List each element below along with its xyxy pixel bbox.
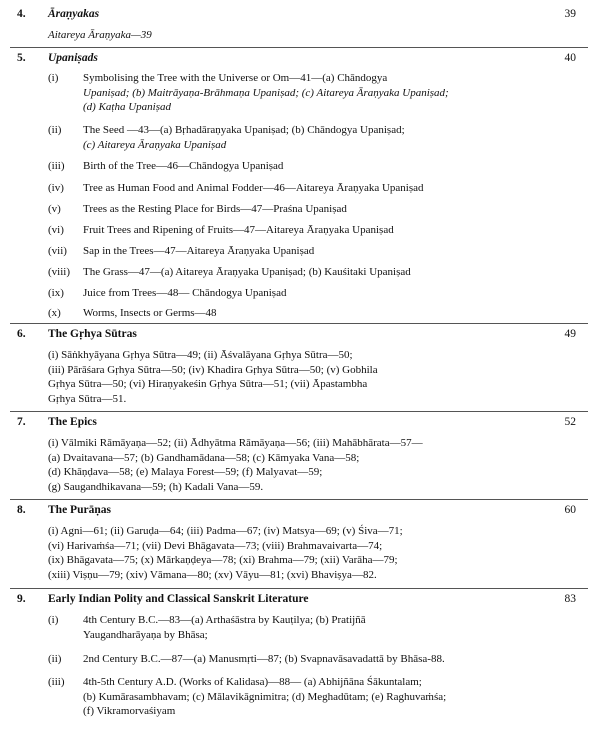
section-body [48, 348, 568, 406]
section-body [48, 436, 568, 494]
section-number: 8. [17, 504, 26, 516]
body-line: (ix) Bhāgavata—75; (x) Mārkaṇḍeya—78; (xi) Brahma—79; (xii) Varāha—79; [48, 554, 398, 566]
item-line: Tree as Human Food and Animal Fodder—46—Aitareya Āraṇyaka Upaniṣad [83, 182, 424, 194]
section-body [48, 524, 568, 582]
section-number: 4. [17, 8, 26, 20]
section-number: 7. [17, 416, 26, 428]
item-line: Trees as the Resting Place for Birds—47—Praśna Upaniṣad [83, 203, 347, 215]
section-number: 6. [17, 328, 26, 340]
section-page: 49 [564, 328, 576, 340]
item-line: The Grass—47—(a) Aitareya Āraṇyaka Upaniṣad; (b) Kauśitaki Upaniṣad [83, 266, 411, 278]
body-line: Gṛhya Sūtra—51. [48, 392, 127, 405]
section-title: Early Indian Polity and Classical Sanskrit Literature [48, 593, 309, 605]
item-line: Upaniṣad; (b) Maitrāyaṇa-Brāhmaṇa Upaniṣad; (c) Aitareya Āraṇyaka Upaniṣad; [83, 86, 449, 99]
section-page: 52 [564, 416, 576, 428]
item-line: 4th Century B.C.—83—(a) Arthaśāstra by Kauṭilya; (b) Pratijñā [83, 614, 366, 626]
divider [10, 323, 588, 324]
divider [10, 588, 588, 589]
item-line: 2nd Century B.C.—87—(a) Manusmṛti—87; (b) Svapnavāsavadattā by Bhāsa-88. [83, 653, 445, 665]
divider [10, 47, 588, 48]
body-line: (i) Sāṅkhyāyana Gṛhya Sūtra—49; (ii) Āśvalāyana Gṛhya Sūtra—50; [48, 349, 353, 361]
body-line: (d) Khāṇḍava—58; (e) Malaya Forest—59; (f) Malyavat—59; [48, 466, 323, 478]
item-line: The Seed —43—(a) Bṛhadāraṇyaka Upaniṣad; (b) Chāndogya Upaniṣad; [83, 124, 405, 136]
item-line: Yaugandharāyaṇa by Bhāsa; [83, 628, 208, 641]
body-line: (xiii) Viṣṇu—79; (xiv) Vāmana—80; (xv) Vāyu—81; (xvi) Bhaviṣya—82. [48, 568, 377, 581]
body-line: (i) Vālmiki Rāmāyaṇa—52; (ii) Ādhyātma Rāmāyaṇa—56; (iii) Mahābhārata—57— [48, 437, 423, 449]
item-line: (c) Aitareya Āraṇyaka Upaniṣad [83, 138, 227, 151]
section-title: The Gṛhya Sūtras [48, 328, 137, 340]
body-line: (a) Dvaitavana—57; (b) Gandhamādana—58; (c) Kāmyaka Vana—58; [48, 451, 360, 464]
body-line: (iii) Pārāśara Gṛhya Sūtra—50; (iv) Khadira Gṛhya Sūtra—50; (v) Gobhila [48, 363, 378, 376]
item-line: Symbolising the Tree with the Universe or Om—41—(a) Chāndogya [83, 72, 388, 84]
body-line: Gṛhya Sūtra—50; (vi) Hiraṇyakeśin Gṛhya Sūtra—51; (vii) Āpastambha [48, 378, 368, 390]
divider [10, 499, 588, 500]
item-line: Sap in the Trees—47—Aitareya Āraṇyaka Upaniṣad [83, 245, 315, 257]
item-line: (f) Vikramorvaśiyam [83, 705, 176, 717]
section-title: The Epics [48, 416, 97, 428]
body-line: (vi) Harivaṁśa—71; (vii) Devi Bhāgavata—73; (viii) Brahmavaivarta—74; [48, 539, 383, 552]
section-page: 60 [564, 504, 576, 516]
item-line: Fruit Trees and Ripening of Fruits—47—Aitareya Āraṇyaka Upaniṣad [83, 224, 394, 236]
section-number: 5. [17, 52, 26, 64]
item-line: Worms, Insects or Germs—48 [83, 307, 217, 319]
divider [10, 411, 588, 412]
section-title: The Purāṇas [48, 504, 111, 516]
body-line: (i) Agni—61; (ii) Garuḍa—64; (iii) Padma—67; (iv) Matsya—69; (v) Śiva—71; [48, 525, 403, 537]
section-title: Āraṇyakas [48, 8, 100, 20]
section-page: 40 [564, 52, 576, 64]
item-line: Juice from Trees—48— Chāndogya Upaniṣad [83, 287, 287, 299]
section-title: Upaniṣads [48, 52, 98, 64]
section-page: 39 [564, 8, 576, 20]
section-entry: Aitareya Āraṇyaka—39 [48, 29, 152, 41]
section-number: 9. [17, 593, 26, 605]
item-line: (d) Kaṭha Upaniṣad [83, 101, 171, 113]
body-line: (g) Saugandhikavana—59; (h) Kadali Vana—59. [48, 480, 264, 493]
item-line: 4th-5th Century A.D. (Works of Kalidasa)—88— (a) Abhijñāna Śākuntalam; [83, 676, 422, 688]
item-line: Birth of the Tree—46—Chāndogya Upaniṣad [83, 160, 284, 172]
section-page: 83 [564, 593, 576, 605]
item-line: (b) Kumārasambhavam; (c) Mālavikāgnimitra; (d) Meghadūtam; (e) Raghuvaṁśa; [83, 690, 447, 703]
